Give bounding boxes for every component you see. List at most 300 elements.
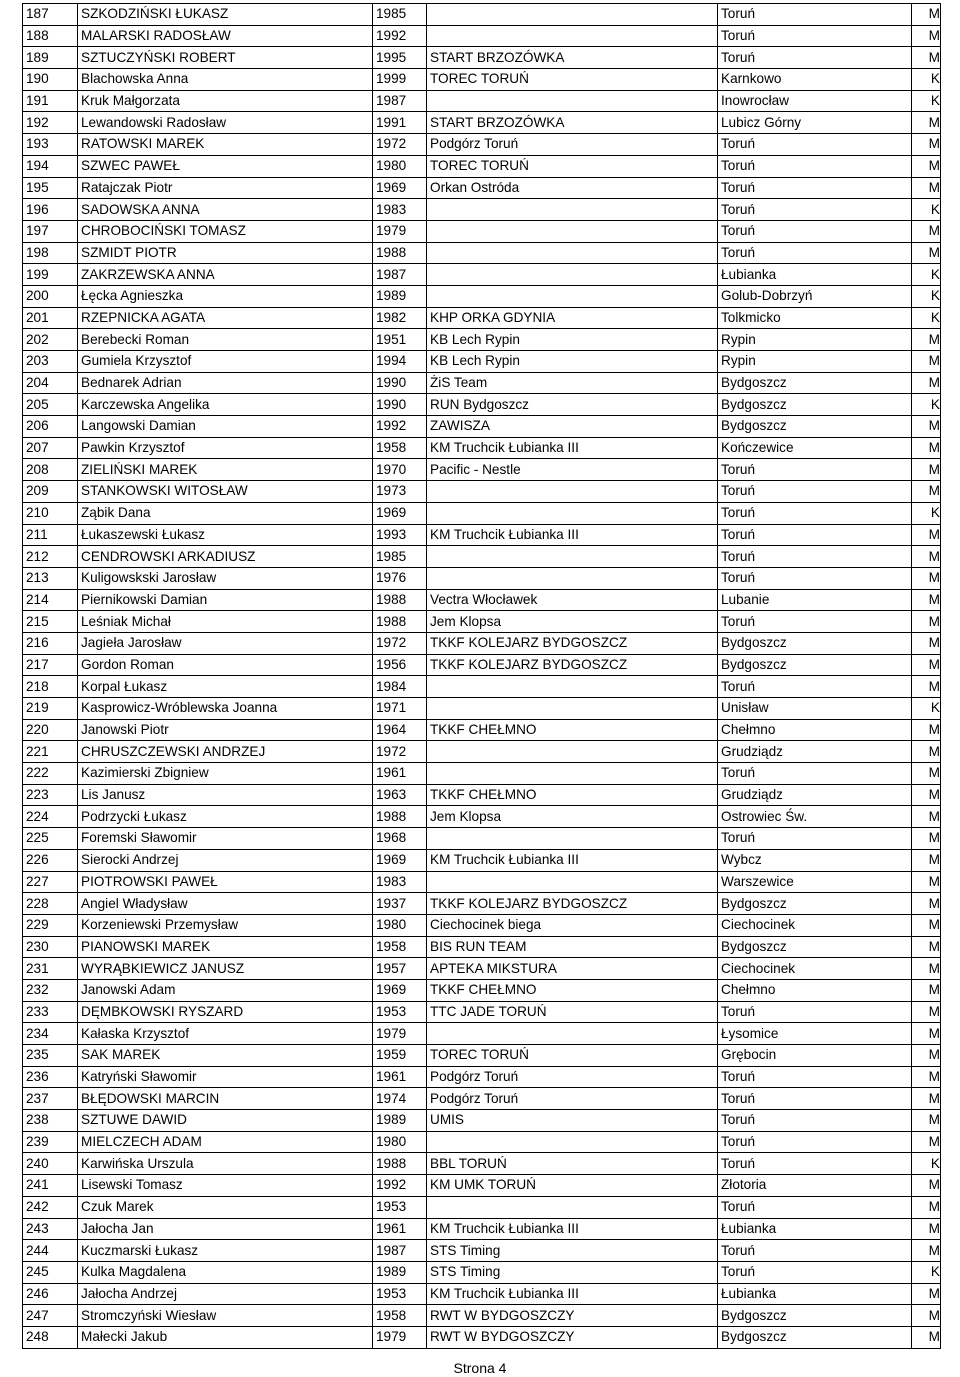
name-cell: Piernikowski Damian xyxy=(78,589,373,611)
birth-year-cell: 1953 xyxy=(373,1001,427,1023)
club-cell: TKKF KOLEJARZ BYDGOSZCZ xyxy=(427,632,718,654)
bib-number-cell: 234 xyxy=(23,1023,78,1045)
birth-year-cell: 1979 xyxy=(373,1326,427,1348)
name-cell: SZKODZIŃSKI ŁUKASZ xyxy=(78,4,373,26)
name-cell: Lewandowski Radosław xyxy=(78,112,373,134)
table-row xyxy=(23,459,941,481)
club-cell: Podgórz Toruń xyxy=(427,134,718,156)
sex-cell: M xyxy=(912,437,941,459)
bib-number-cell: 248 xyxy=(23,1326,78,1348)
name-cell: CHROBOCIŃSKI TOMASZ xyxy=(78,220,373,242)
sex-cell: K xyxy=(912,69,941,91)
table-row xyxy=(23,611,941,633)
bib-number-cell: 209 xyxy=(23,481,78,503)
club-cell: TKKF CHEŁMNO xyxy=(427,784,718,806)
table-row xyxy=(23,1196,941,1218)
club-cell: TTC JADE TORUŃ xyxy=(427,1001,718,1023)
table-row xyxy=(23,351,941,373)
city-cell: Toruń xyxy=(718,1110,912,1132)
table-row xyxy=(23,1153,941,1175)
city-cell: Ciechocinek xyxy=(718,914,912,936)
bib-number-cell: 208 xyxy=(23,459,78,481)
sex-cell: K xyxy=(912,199,941,221)
table-row xyxy=(23,698,941,720)
name-cell: Karwińska Urszula xyxy=(78,1153,373,1175)
results-sheet xyxy=(22,3,940,1349)
table-row xyxy=(23,632,941,654)
name-cell: SZMIDT PIOTR xyxy=(78,242,373,264)
club-cell: STS Timing xyxy=(427,1240,718,1262)
table-row xyxy=(23,90,941,112)
bib-number-cell: 243 xyxy=(23,1218,78,1240)
sex-cell: M xyxy=(912,828,941,850)
sex-cell: M xyxy=(912,1131,941,1153)
bib-number-cell: 223 xyxy=(23,784,78,806)
birth-year-cell: 1937 xyxy=(373,893,427,915)
birth-year-cell: 1988 xyxy=(373,806,427,828)
table-row xyxy=(23,1066,941,1088)
table-row xyxy=(23,828,941,850)
table-row xyxy=(23,69,941,91)
bib-number-cell: 221 xyxy=(23,741,78,763)
club-cell xyxy=(427,502,718,524)
birth-year-cell: 1988 xyxy=(373,589,427,611)
bib-number-cell: 224 xyxy=(23,806,78,828)
birth-year-cell: 1972 xyxy=(373,632,427,654)
bib-number-cell: 210 xyxy=(23,502,78,524)
page-footer xyxy=(0,1360,960,1376)
club-cell: KM Truchcik Łubianka III xyxy=(427,1283,718,1305)
city-cell: Toruń xyxy=(718,1131,912,1153)
birth-year-cell: 1979 xyxy=(373,1023,427,1045)
name-cell: CHRUSZCZEWSKI ANDRZEJ xyxy=(78,741,373,763)
sex-cell: M xyxy=(912,654,941,676)
city-cell: Toruń xyxy=(718,1088,912,1110)
bib-number-cell: 244 xyxy=(23,1240,78,1262)
results-table-body xyxy=(23,4,941,1349)
city-cell: Toruń xyxy=(718,134,912,156)
sex-cell: K xyxy=(912,394,941,416)
birth-year-cell: 1999 xyxy=(373,69,427,91)
city-cell: Bydgoszcz xyxy=(718,416,912,438)
table-row xyxy=(23,1240,941,1262)
club-cell: KB Lech Rypin xyxy=(427,351,718,373)
club-cell: KM Truchcik Łubianka III xyxy=(427,849,718,871)
birth-year-cell: 1993 xyxy=(373,524,427,546)
bib-number-cell: 197 xyxy=(23,220,78,242)
city-cell: Ostrowiec Św. xyxy=(718,806,912,828)
bib-number-cell: 212 xyxy=(23,546,78,568)
table-row xyxy=(23,1283,941,1305)
name-cell: RATOWSKI MAREK xyxy=(78,134,373,156)
birth-year-cell: 1968 xyxy=(373,828,427,850)
sex-cell: M xyxy=(912,1110,941,1132)
club-cell: Podgórz Toruń xyxy=(427,1088,718,1110)
birth-year-cell: 1989 xyxy=(373,1110,427,1132)
city-cell: Rypin xyxy=(718,329,912,351)
table-row xyxy=(23,1131,941,1153)
club-cell xyxy=(427,4,718,26)
table-row xyxy=(23,719,941,741)
city-cell: Grębocin xyxy=(718,1045,912,1067)
birth-year-cell: 1964 xyxy=(373,719,427,741)
club-cell: Vectra Włocławek xyxy=(427,589,718,611)
sex-cell: M xyxy=(912,524,941,546)
birth-year-cell: 1988 xyxy=(373,242,427,264)
table-row xyxy=(23,1001,941,1023)
city-cell: Bydgoszcz xyxy=(718,1305,912,1327)
club-cell: Pacific - Nestle xyxy=(427,459,718,481)
sex-cell: M xyxy=(912,719,941,741)
city-cell: Unisław xyxy=(718,698,912,720)
table-row xyxy=(23,437,941,459)
birth-year-cell: 1976 xyxy=(373,567,427,589)
sex-cell: M xyxy=(912,134,941,156)
city-cell: Toruń xyxy=(718,567,912,589)
city-cell: Bydgoszcz xyxy=(718,632,912,654)
sex-cell: K xyxy=(912,1153,941,1175)
club-cell xyxy=(427,264,718,286)
name-cell: Foremski Sławomir xyxy=(78,828,373,850)
name-cell: Jagieła Jarosław xyxy=(78,632,373,654)
birth-year-cell: 1951 xyxy=(373,329,427,351)
bib-number-cell: 232 xyxy=(23,979,78,1001)
birth-year-cell: 1992 xyxy=(373,1175,427,1197)
club-cell: TKKF KOLEJARZ BYDGOSZCZ xyxy=(427,893,718,915)
bib-number-cell: 192 xyxy=(23,112,78,134)
birth-year-cell: 1989 xyxy=(373,285,427,307)
bib-number-cell: 205 xyxy=(23,394,78,416)
sex-cell: M xyxy=(912,1326,941,1348)
name-cell: Sierocki Andrzej xyxy=(78,849,373,871)
club-cell: BIS RUN TEAM xyxy=(427,936,718,958)
club-cell xyxy=(427,546,718,568)
sex-cell: M xyxy=(912,1175,941,1197)
table-row xyxy=(23,264,941,286)
bib-number-cell: 201 xyxy=(23,307,78,329)
sex-cell: K xyxy=(912,502,941,524)
club-cell xyxy=(427,1131,718,1153)
city-cell: Toruń xyxy=(718,199,912,221)
bib-number-cell: 190 xyxy=(23,69,78,91)
bib-number-cell: 215 xyxy=(23,611,78,633)
table-row xyxy=(23,416,941,438)
bib-number-cell: 230 xyxy=(23,936,78,958)
club-cell xyxy=(427,828,718,850)
city-cell: Toruń xyxy=(718,177,912,199)
city-cell: Toruń xyxy=(718,459,912,481)
birth-year-cell: 1961 xyxy=(373,763,427,785)
city-cell: Toruń xyxy=(718,1196,912,1218)
name-cell: PIOTROWSKI PAWEŁ xyxy=(78,871,373,893)
table-row xyxy=(23,134,941,156)
birth-year-cell: 1987 xyxy=(373,1240,427,1262)
name-cell: ZIELIŃSKI MAREK xyxy=(78,459,373,481)
club-cell: START BRZOZÓWKA xyxy=(427,47,718,69)
city-cell: Golub-Dobrzyń xyxy=(718,285,912,307)
city-cell: Toruń xyxy=(718,611,912,633)
club-cell: ZAWISZA xyxy=(427,416,718,438)
table-row xyxy=(23,1110,941,1132)
city-cell: Toruń xyxy=(718,828,912,850)
name-cell: Janowski Piotr xyxy=(78,719,373,741)
name-cell: STANKOWSKI WITOSŁAW xyxy=(78,481,373,503)
city-cell: Toruń xyxy=(718,524,912,546)
bib-number-cell: 202 xyxy=(23,329,78,351)
sex-cell: M xyxy=(912,416,941,438)
name-cell: SZTUWE DAWID xyxy=(78,1110,373,1132)
city-cell: Toruń xyxy=(718,47,912,69)
city-cell: Grudziądz xyxy=(718,741,912,763)
city-cell: Toruń xyxy=(718,220,912,242)
sex-cell: M xyxy=(912,958,941,980)
table-row xyxy=(23,25,941,47)
name-cell: Kuligowskski Jarosław xyxy=(78,567,373,589)
sex-cell: M xyxy=(912,1240,941,1262)
club-cell: Ciechocinek biega xyxy=(427,914,718,936)
birth-year-cell: 1969 xyxy=(373,502,427,524)
birth-year-cell: 1994 xyxy=(373,351,427,373)
name-cell: Jałocha Andrzej xyxy=(78,1283,373,1305)
table-row xyxy=(23,524,941,546)
name-cell: Korpal Łukasz xyxy=(78,676,373,698)
sex-cell: M xyxy=(912,914,941,936)
bib-number-cell: 195 xyxy=(23,177,78,199)
table-row xyxy=(23,676,941,698)
table-row xyxy=(23,1326,941,1348)
table-row xyxy=(23,307,941,329)
name-cell: Podrzycki Łukasz xyxy=(78,806,373,828)
table-row xyxy=(23,199,941,221)
birth-year-cell: 1990 xyxy=(373,394,427,416)
birth-year-cell: 1987 xyxy=(373,264,427,286)
table-row xyxy=(23,112,941,134)
bib-number-cell: 240 xyxy=(23,1153,78,1175)
birth-year-cell: 1969 xyxy=(373,177,427,199)
name-cell: Janowski Adam xyxy=(78,979,373,1001)
birth-year-cell: 1961 xyxy=(373,1066,427,1088)
table-row xyxy=(23,394,941,416)
bib-number-cell: 231 xyxy=(23,958,78,980)
city-cell: Chełmno xyxy=(718,979,912,1001)
birth-year-cell: 1958 xyxy=(373,437,427,459)
city-cell: Kończewice xyxy=(718,437,912,459)
bib-number-cell: 207 xyxy=(23,437,78,459)
birth-year-cell: 1958 xyxy=(373,1305,427,1327)
name-cell: Blachowska Anna xyxy=(78,69,373,91)
city-cell: Warszewice xyxy=(718,871,912,893)
sex-cell: K xyxy=(912,307,941,329)
club-cell xyxy=(427,741,718,763)
club-cell xyxy=(427,220,718,242)
birth-year-cell: 1985 xyxy=(373,4,427,26)
table-row xyxy=(23,242,941,264)
table-row xyxy=(23,1218,941,1240)
name-cell: Kuczmarski Łukasz xyxy=(78,1240,373,1262)
name-cell: Lisewski Tomasz xyxy=(78,1175,373,1197)
club-cell: KM Truchcik Łubianka III xyxy=(427,1218,718,1240)
bib-number-cell: 189 xyxy=(23,47,78,69)
city-cell: Toruń xyxy=(718,763,912,785)
bib-number-cell: 236 xyxy=(23,1066,78,1088)
name-cell: ZAKRZEWSKA ANNA xyxy=(78,264,373,286)
table-row xyxy=(23,654,941,676)
birth-year-cell: 1971 xyxy=(373,698,427,720)
club-cell xyxy=(427,676,718,698)
birth-year-cell: 1990 xyxy=(373,372,427,394)
birth-year-cell: 1983 xyxy=(373,871,427,893)
club-cell: STS Timing xyxy=(427,1261,718,1283)
name-cell: Małecki Jakub xyxy=(78,1326,373,1348)
sex-cell: K xyxy=(912,285,941,307)
table-row xyxy=(23,589,941,611)
city-cell: Toruń xyxy=(718,502,912,524)
sex-cell: M xyxy=(912,112,941,134)
bib-number-cell: 237 xyxy=(23,1088,78,1110)
bib-number-cell: 193 xyxy=(23,134,78,156)
club-cell: ŻiS Team xyxy=(427,372,718,394)
bib-number-cell: 187 xyxy=(23,4,78,26)
table-row xyxy=(23,1175,941,1197)
name-cell: Ząbik Dana xyxy=(78,502,373,524)
club-cell xyxy=(427,242,718,264)
name-cell: Korzeniewski Przemysław xyxy=(78,914,373,936)
sex-cell: M xyxy=(912,979,941,1001)
name-cell: WYRĄBKIEWICZ JANUSZ xyxy=(78,958,373,980)
sex-cell: M xyxy=(912,242,941,264)
sex-cell: M xyxy=(912,784,941,806)
city-cell: Rypin xyxy=(718,351,912,373)
club-cell xyxy=(427,90,718,112)
table-row xyxy=(23,4,941,26)
club-cell xyxy=(427,763,718,785)
club-cell: KM Truchcik Łubianka III xyxy=(427,437,718,459)
sex-cell: M xyxy=(912,741,941,763)
bib-number-cell: 198 xyxy=(23,242,78,264)
birth-year-cell: 1988 xyxy=(373,611,427,633)
bib-number-cell: 229 xyxy=(23,914,78,936)
club-cell: RWT W BYDGOSZCZY xyxy=(427,1305,718,1327)
club-cell: BBL TORUŃ xyxy=(427,1153,718,1175)
birth-year-cell: 1985 xyxy=(373,546,427,568)
club-cell: KB Lech Rypin xyxy=(427,329,718,351)
club-cell: START BRZOZÓWKA xyxy=(427,112,718,134)
sex-cell: M xyxy=(912,1088,941,1110)
sex-cell: M xyxy=(912,589,941,611)
name-cell: Gordon Roman xyxy=(78,654,373,676)
birth-year-cell: 1970 xyxy=(373,459,427,481)
club-cell xyxy=(427,199,718,221)
city-cell: Bydgoszcz xyxy=(718,936,912,958)
birth-year-cell: 1979 xyxy=(373,220,427,242)
table-row xyxy=(23,914,941,936)
birth-year-cell: 1969 xyxy=(373,849,427,871)
city-cell: Ciechocinek xyxy=(718,958,912,980)
sex-cell: M xyxy=(912,763,941,785)
city-cell: Inowrocław xyxy=(718,90,912,112)
birth-year-cell: 1983 xyxy=(373,199,427,221)
bib-number-cell: 216 xyxy=(23,632,78,654)
bib-number-cell: 246 xyxy=(23,1283,78,1305)
table-row xyxy=(23,1305,941,1327)
table-row xyxy=(23,784,941,806)
name-cell: Langowski Damian xyxy=(78,416,373,438)
bib-number-cell: 222 xyxy=(23,763,78,785)
city-cell: Toruń xyxy=(718,1240,912,1262)
sex-cell: M xyxy=(912,806,941,828)
city-cell: Łubianka xyxy=(718,1283,912,1305)
name-cell: Gumiela Krzysztof xyxy=(78,351,373,373)
city-cell: Lubanie xyxy=(718,589,912,611)
name-cell: Bednarek Adrian xyxy=(78,372,373,394)
city-cell: Grudziądz xyxy=(718,784,912,806)
bib-number-cell: 228 xyxy=(23,893,78,915)
table-row xyxy=(23,871,941,893)
sex-cell: M xyxy=(912,936,941,958)
birth-year-cell: 1963 xyxy=(373,784,427,806)
name-cell: Karczewska Angelika xyxy=(78,394,373,416)
city-cell: Toruń xyxy=(718,1066,912,1088)
birth-year-cell: 1988 xyxy=(373,1153,427,1175)
bib-number-cell: 211 xyxy=(23,524,78,546)
bib-number-cell: 214 xyxy=(23,589,78,611)
name-cell: Berebecki Roman xyxy=(78,329,373,351)
table-row xyxy=(23,1261,941,1283)
city-cell: Toruń xyxy=(718,1001,912,1023)
sex-cell: M xyxy=(912,329,941,351)
name-cell: DĘMBKOWSKI RYSZARD xyxy=(78,1001,373,1023)
bib-number-cell: 219 xyxy=(23,698,78,720)
city-cell: Bydgoszcz xyxy=(718,654,912,676)
sex-cell: M xyxy=(912,351,941,373)
club-cell xyxy=(427,871,718,893)
club-cell: TOREC TORUŃ xyxy=(427,155,718,177)
name-cell: Łęcka Agnieszka xyxy=(78,285,373,307)
club-cell: UMIS xyxy=(427,1110,718,1132)
birth-year-cell: 1953 xyxy=(373,1196,427,1218)
club-cell: Orkan Ostróda xyxy=(427,177,718,199)
bib-number-cell: 218 xyxy=(23,676,78,698)
birth-year-cell: 1961 xyxy=(373,1218,427,1240)
bib-number-cell: 239 xyxy=(23,1131,78,1153)
name-cell: Pawkin Krzysztof xyxy=(78,437,373,459)
bib-number-cell: 188 xyxy=(23,25,78,47)
bib-number-cell: 242 xyxy=(23,1196,78,1218)
table-row xyxy=(23,177,941,199)
name-cell: Jałocha Jan xyxy=(78,1218,373,1240)
city-cell: Karnkowo xyxy=(718,69,912,91)
sex-cell: M xyxy=(912,611,941,633)
sex-cell: M xyxy=(912,1305,941,1327)
sex-cell: M xyxy=(912,1045,941,1067)
name-cell: MALARSKI RADOSŁAW xyxy=(78,25,373,47)
city-cell: Toruń xyxy=(718,676,912,698)
name-cell: SZWEC PAWEŁ xyxy=(78,155,373,177)
birth-year-cell: 1980 xyxy=(373,1131,427,1153)
club-cell: Jem Klopsa xyxy=(427,611,718,633)
city-cell: Tolkmicko xyxy=(718,307,912,329)
sex-cell: K xyxy=(912,90,941,112)
table-row xyxy=(23,1023,941,1045)
city-cell: Bydgoszcz xyxy=(718,372,912,394)
bib-number-cell: 213 xyxy=(23,567,78,589)
city-cell: Toruń xyxy=(718,1153,912,1175)
bib-number-cell: 233 xyxy=(23,1001,78,1023)
city-cell: Łysomice xyxy=(718,1023,912,1045)
birth-year-cell: 1959 xyxy=(373,1045,427,1067)
sex-cell: M xyxy=(912,25,941,47)
table-row xyxy=(23,763,941,785)
